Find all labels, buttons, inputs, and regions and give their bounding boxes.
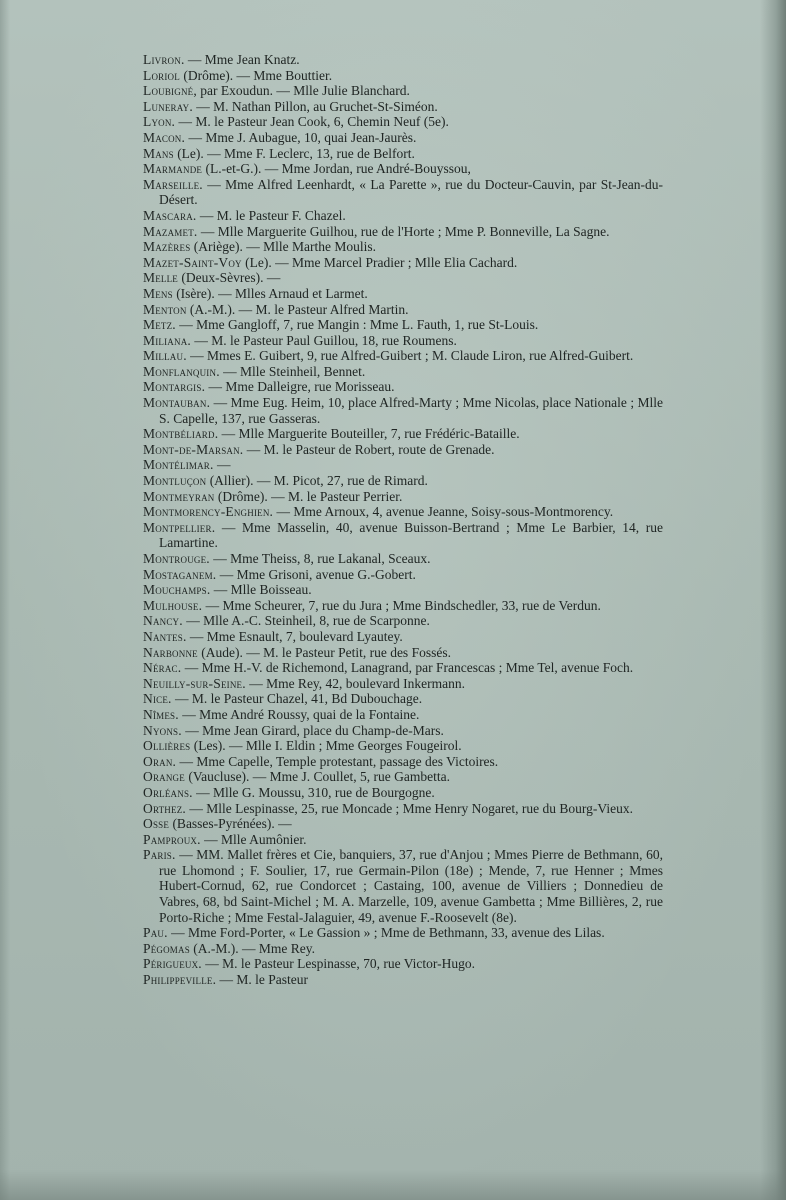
directory-entry <box>143 302 663 318</box>
directory-entry <box>143 941 663 957</box>
entry-text: (Le). — Mme Marcel Pradier ; Mlle Elia Cachard. <box>245 254 518 270</box>
entry-place: Ollières <box>143 738 191 754</box>
entry-place: Mens <box>143 285 173 301</box>
directory-entry <box>143 208 663 224</box>
entry-text: — Mme Capelle, Temple protestant, passage des Victoires. <box>179 753 499 769</box>
entry-text: — Mme Gangloff, 7, rue Mangin : Mme L. Fauth, 1, rue St-Louis. <box>179 317 539 333</box>
directory-entry <box>143 114 663 130</box>
directory-entry <box>143 582 663 598</box>
directory-entry <box>143 224 663 240</box>
entry-text: (Vaucluse). — Mme J. Coullet, 5, rue Gambetta. <box>188 769 451 785</box>
entry-place: Montpellier. <box>143 519 216 535</box>
entry-place: Mulhouse. <box>143 597 203 613</box>
directory-entry <box>143 255 663 271</box>
entry-text: — Mme Grisoni, avenue G.-Gobert. <box>219 566 416 582</box>
directory-entry <box>143 801 663 817</box>
entry-text: — Mlle G. Moussu, 310, rue de Bourgogne. <box>196 784 435 800</box>
entry-text: — Mlle Boisseau. <box>213 582 312 598</box>
entry-place: Nérac. <box>143 660 182 676</box>
directory-entry <box>143 426 663 442</box>
page-right-shadow <box>760 0 786 1200</box>
entry-text: — Mme Masselin, 40, avenue Buisson-Bertrand ; Mme Le Barbier, 14, rue Lamartine. <box>159 519 664 551</box>
entry-place: Miliana. <box>143 332 191 348</box>
entry-text: — Mlle Steinheil, Bennet. <box>223 363 366 379</box>
directory-entry <box>143 146 663 162</box>
entry-place: Orthez. <box>143 800 186 816</box>
directory-entry <box>143 348 663 364</box>
directory-entry <box>143 364 663 380</box>
entry-text: — Mmes E. Guibert, 9, rue Alfred-Guibert ; M. Claude Liron, rue Alfred-Guibert. <box>190 348 634 364</box>
directory-entry <box>143 99 663 115</box>
directory-entry <box>143 317 663 333</box>
entry-place: Marseille. <box>143 176 203 192</box>
entry-text: (Aude). — M. le Pasteur Petit, rue des Fossés. <box>201 644 451 660</box>
directory-entry <box>143 676 663 692</box>
entry-place: Orléans. <box>143 784 193 800</box>
directory-entry <box>143 130 663 146</box>
directory-entry <box>143 972 663 988</box>
entry-text: — Mme André Roussy, quai de la Fontaine. <box>182 706 420 722</box>
entry-place: Monflanquin. <box>143 363 220 379</box>
entry-place: Montrouge. <box>143 551 210 566</box>
entry-text: (Le). — Mme F. Leclerc, 13, rue de Belfort. <box>177 145 415 161</box>
entry-text: — M. le Pasteur <box>219 972 309 988</box>
entry-place: Montluçon <box>143 473 207 489</box>
directory-entry <box>143 52 663 68</box>
entry-text: — Mme Dalleigre, rue Morisseau. <box>208 379 395 395</box>
entry-text: — Mme H.-V. de Richemond, Lanagrand, par Francescas ; Mme Tel, avenue Foch. <box>184 660 634 676</box>
entry-place: Osse <box>143 816 170 832</box>
entry-place: Périgueux. <box>143 956 202 972</box>
entry-place: Nancy. <box>143 613 183 629</box>
directory-entry <box>143 925 663 941</box>
entry-place: Mans <box>143 145 174 161</box>
entry-place: Loubigné, <box>143 83 197 99</box>
entry-place: Mascara. <box>143 207 197 223</box>
page-left-shadow <box>0 0 10 1200</box>
entry-text: (Les). — Mlle I. Eldin ; Mme Georges Fougeirol. <box>193 738 462 754</box>
entry-place: Lyon. <box>143 114 176 130</box>
entry-text: — Mlle Lespinasse, 25, rue Moncade ; Mme Henry Nogaret, rue du Bourg-Vieux. <box>189 800 633 816</box>
entry-text: — Mlle A.-C. Steinheil, 8, rue de Scarponne. <box>186 613 430 629</box>
directory-entry <box>143 769 663 785</box>
directory-entry <box>143 333 663 349</box>
entry-text: (L.-et-G.). — Mme Jordan, rue André-Bouyssou, <box>205 161 471 177</box>
directory-entry <box>143 660 663 676</box>
entry-place: Metz. <box>143 317 176 333</box>
entry-text: (Isère). — Mlles Arnaud et Larmet. <box>176 285 368 301</box>
entry-place: Pamproux. <box>143 831 201 847</box>
directory-entry <box>143 629 663 645</box>
directory-entry <box>143 473 663 489</box>
entry-place: Pau. <box>143 925 168 941</box>
entry-place: Montmorency-Enghien. <box>143 504 274 520</box>
entry-text: — Mme Scheurer, 7, rue du Jura ; Mme Bindschedler, 33, rue de Verdun. <box>205 597 601 613</box>
directory-entry <box>143 816 663 832</box>
directory-entry <box>143 520 663 551</box>
directory-entry <box>143 270 663 286</box>
directory-entry <box>143 645 663 661</box>
directory-entry <box>143 956 663 972</box>
entry-place: Nantes. <box>143 628 187 644</box>
entry-place: Paris. <box>143 847 176 863</box>
directory-entry <box>143 504 663 520</box>
entry-text: — M. le Pasteur F. Chazel. <box>199 207 346 223</box>
directory-entry <box>143 395 663 426</box>
entry-place: Mont-de-Marsan. <box>143 441 244 457</box>
directory-entry <box>143 723 663 739</box>
entry-place: Philippeville. <box>143 972 217 988</box>
directory-column <box>143 52 663 988</box>
entry-text: — Mlle Marguerite Guilhou, rue de l'Horte ; Mme P. Bonneville, La Sagne. <box>200 223 610 239</box>
entry-text: par Exoudun. — Mlle Julie Blanchard. <box>200 83 410 99</box>
entry-place: Mazamet. <box>143 223 198 239</box>
entry-text: — Mme J. Aubague, 10, quai Jean-Jaurès. <box>188 129 417 145</box>
entry-text: — M. le Pasteur Paul Guillou, 18, rue Roumens. <box>194 332 457 348</box>
entry-text: — Mme Jean Knatz. <box>187 52 300 67</box>
entry-text: — M. le Pasteur Lespinasse, 70, rue Victor-Hugo. <box>205 956 476 972</box>
directory-entry <box>143 598 663 614</box>
entry-place: Orange <box>143 769 185 785</box>
page-bottom-shadow <box>0 1170 786 1200</box>
directory-entry <box>143 832 663 848</box>
directory-entry <box>143 379 663 395</box>
directory-entry <box>143 161 663 177</box>
entry-text: — M. Nathan Pillon, au Gruchet-St-Siméon. <box>196 98 438 114</box>
directory-entry <box>143 68 663 84</box>
directory-entry <box>143 489 663 505</box>
entry-place: Menton <box>143 301 187 317</box>
entry-place: Millau. <box>143 348 187 364</box>
entry-text: — Mme Esnault, 7, boulevard Lyautey. <box>189 628 403 644</box>
entry-text: — M. le Pasteur Jean Cook, 6, Chemin Neuf (5e). <box>178 114 449 130</box>
directory-entry <box>143 738 663 754</box>
directory-entry <box>143 691 663 707</box>
entry-text: — Mme Ford-Porter, « Le Gassion » ; Mme de Bethmann, 33, avenue des Lilas. <box>171 925 605 941</box>
entry-place: Macon. <box>143 129 186 145</box>
directory-entry <box>143 567 663 583</box>
entry-text: — Mlle Marguerite Bouteiller, 7, rue Frédéric-Bataille. <box>221 426 520 442</box>
entry-place: Mazet-Saint-Voy <box>143 254 242 270</box>
entry-place: Nîmes. <box>143 706 179 722</box>
directory-entry <box>143 177 663 208</box>
entry-text: (Drôme). — Mme Bouttier. <box>183 67 333 83</box>
entry-text: — Mlle Aumônier. <box>204 831 307 847</box>
directory-entry <box>143 707 663 723</box>
entry-place: Mostaganem. <box>143 566 217 582</box>
entry-place: Montmeyran <box>143 488 215 504</box>
entry-text: — Mme Eug. Heim, 10, place Alfred-Marty ; Mme Nicolas, place Nationale ; Mlle S. Capelle, 137, rue Gasseras. <box>159 395 664 426</box>
entry-text: (A.-M.). — M. le Pasteur Alfred Martin. <box>189 301 409 317</box>
entry-text: — Mme Rey, 42, boulevard Inkermann. <box>249 675 466 691</box>
entry-text: — Mme Alfred Leenhardt, « La Parette », rue du Docteur-Cauvin, par St-Jean-du-Désert. <box>159 176 663 208</box>
entry-text: — Mme Theiss, 8, rue Lakanal, Sceaux. <box>213 551 431 566</box>
entry-text: — Mme Arnoux, 4, avenue Jeanne, Soisy-sous-Montmorency. <box>276 504 614 520</box>
directory-entry <box>143 83 663 99</box>
directory-entry <box>143 785 663 801</box>
entry-text: — M. le Pasteur de Robert, route de Grenade. <box>246 441 495 457</box>
entry-text: (Ariège). — Mlle Marthe Moulis. <box>193 239 376 255</box>
entry-place: Mazères <box>143 239 191 255</box>
entry-place: Nyons. <box>143 722 182 738</box>
directory-entry <box>143 613 663 629</box>
entry-text: (Basses-Pyrénées). — <box>172 816 292 832</box>
directory-entry <box>143 847 663 925</box>
entry-place: Pégomas <box>143 940 190 956</box>
directory-entry <box>143 457 663 473</box>
entry-text: (Allier). — M. Picot, 27, rue de Rimard. <box>209 473 428 489</box>
entry-place: Livron. <box>143 52 185 67</box>
entry-text: — M. le Pasteur Chazel, 41, Bd Dubouchage. <box>175 691 423 707</box>
entry-place: Montbéliard. <box>143 426 219 442</box>
entry-place: Nice. <box>143 691 172 707</box>
entry-place: Neuilly-sur-Seine. <box>143 675 246 691</box>
directory-entry <box>143 442 663 458</box>
entry-place: Luneray. <box>143 98 193 114</box>
entry-place: Montélimar. <box>143 457 214 473</box>
directory-entry <box>143 286 663 302</box>
directory-entry <box>143 551 663 567</box>
entry-place: Melle <box>143 270 178 286</box>
directory-entry <box>143 239 663 255</box>
entry-text: (Drôme). — M. le Pasteur Perrier. <box>217 488 403 504</box>
entry-place: Narbonne <box>143 644 198 660</box>
entry-place: Montargis. <box>143 379 206 395</box>
directory-entry <box>143 754 663 770</box>
entry-text: — Mme Jean Girard, place du Champ-de-Mars. <box>185 722 444 738</box>
entry-text: — <box>216 457 231 473</box>
entry-place: Loriol <box>143 67 180 83</box>
entry-place: Mouchamps. <box>143 582 211 598</box>
entry-place: Montauban. <box>143 395 211 411</box>
entry-place: Oran. <box>143 753 177 769</box>
entry-text: (A.-M.). — Mme Rey. <box>193 940 316 956</box>
entry-text: — MM. Mallet frères et Cie, banquiers, 37, rue d'Anjou ; Mmes Pierre de Bethmann, 60, rue Lhomond ; F. Soulier, 17, rue Germain-Pilon (18e) ; Mende, 7, rue Henner ; Mmes Hubert-Cornud, 62, rue Condorcet ; Castaing, 100, avenue de Villiers ; Donnedieu de Vabres, 68, bd Saint-Michel ; M. A. Marzelle, 109, avenue Gambetta ; Mme Billières, 2, rue Porto-Riche ; Mme Festal-Jalaguier, 49, avenue F.-Roosevelt (8e). <box>159 847 663 925</box>
entry-place: Marmande <box>143 161 203 177</box>
entry-text: (Deux-Sèvres). — <box>181 270 281 286</box>
